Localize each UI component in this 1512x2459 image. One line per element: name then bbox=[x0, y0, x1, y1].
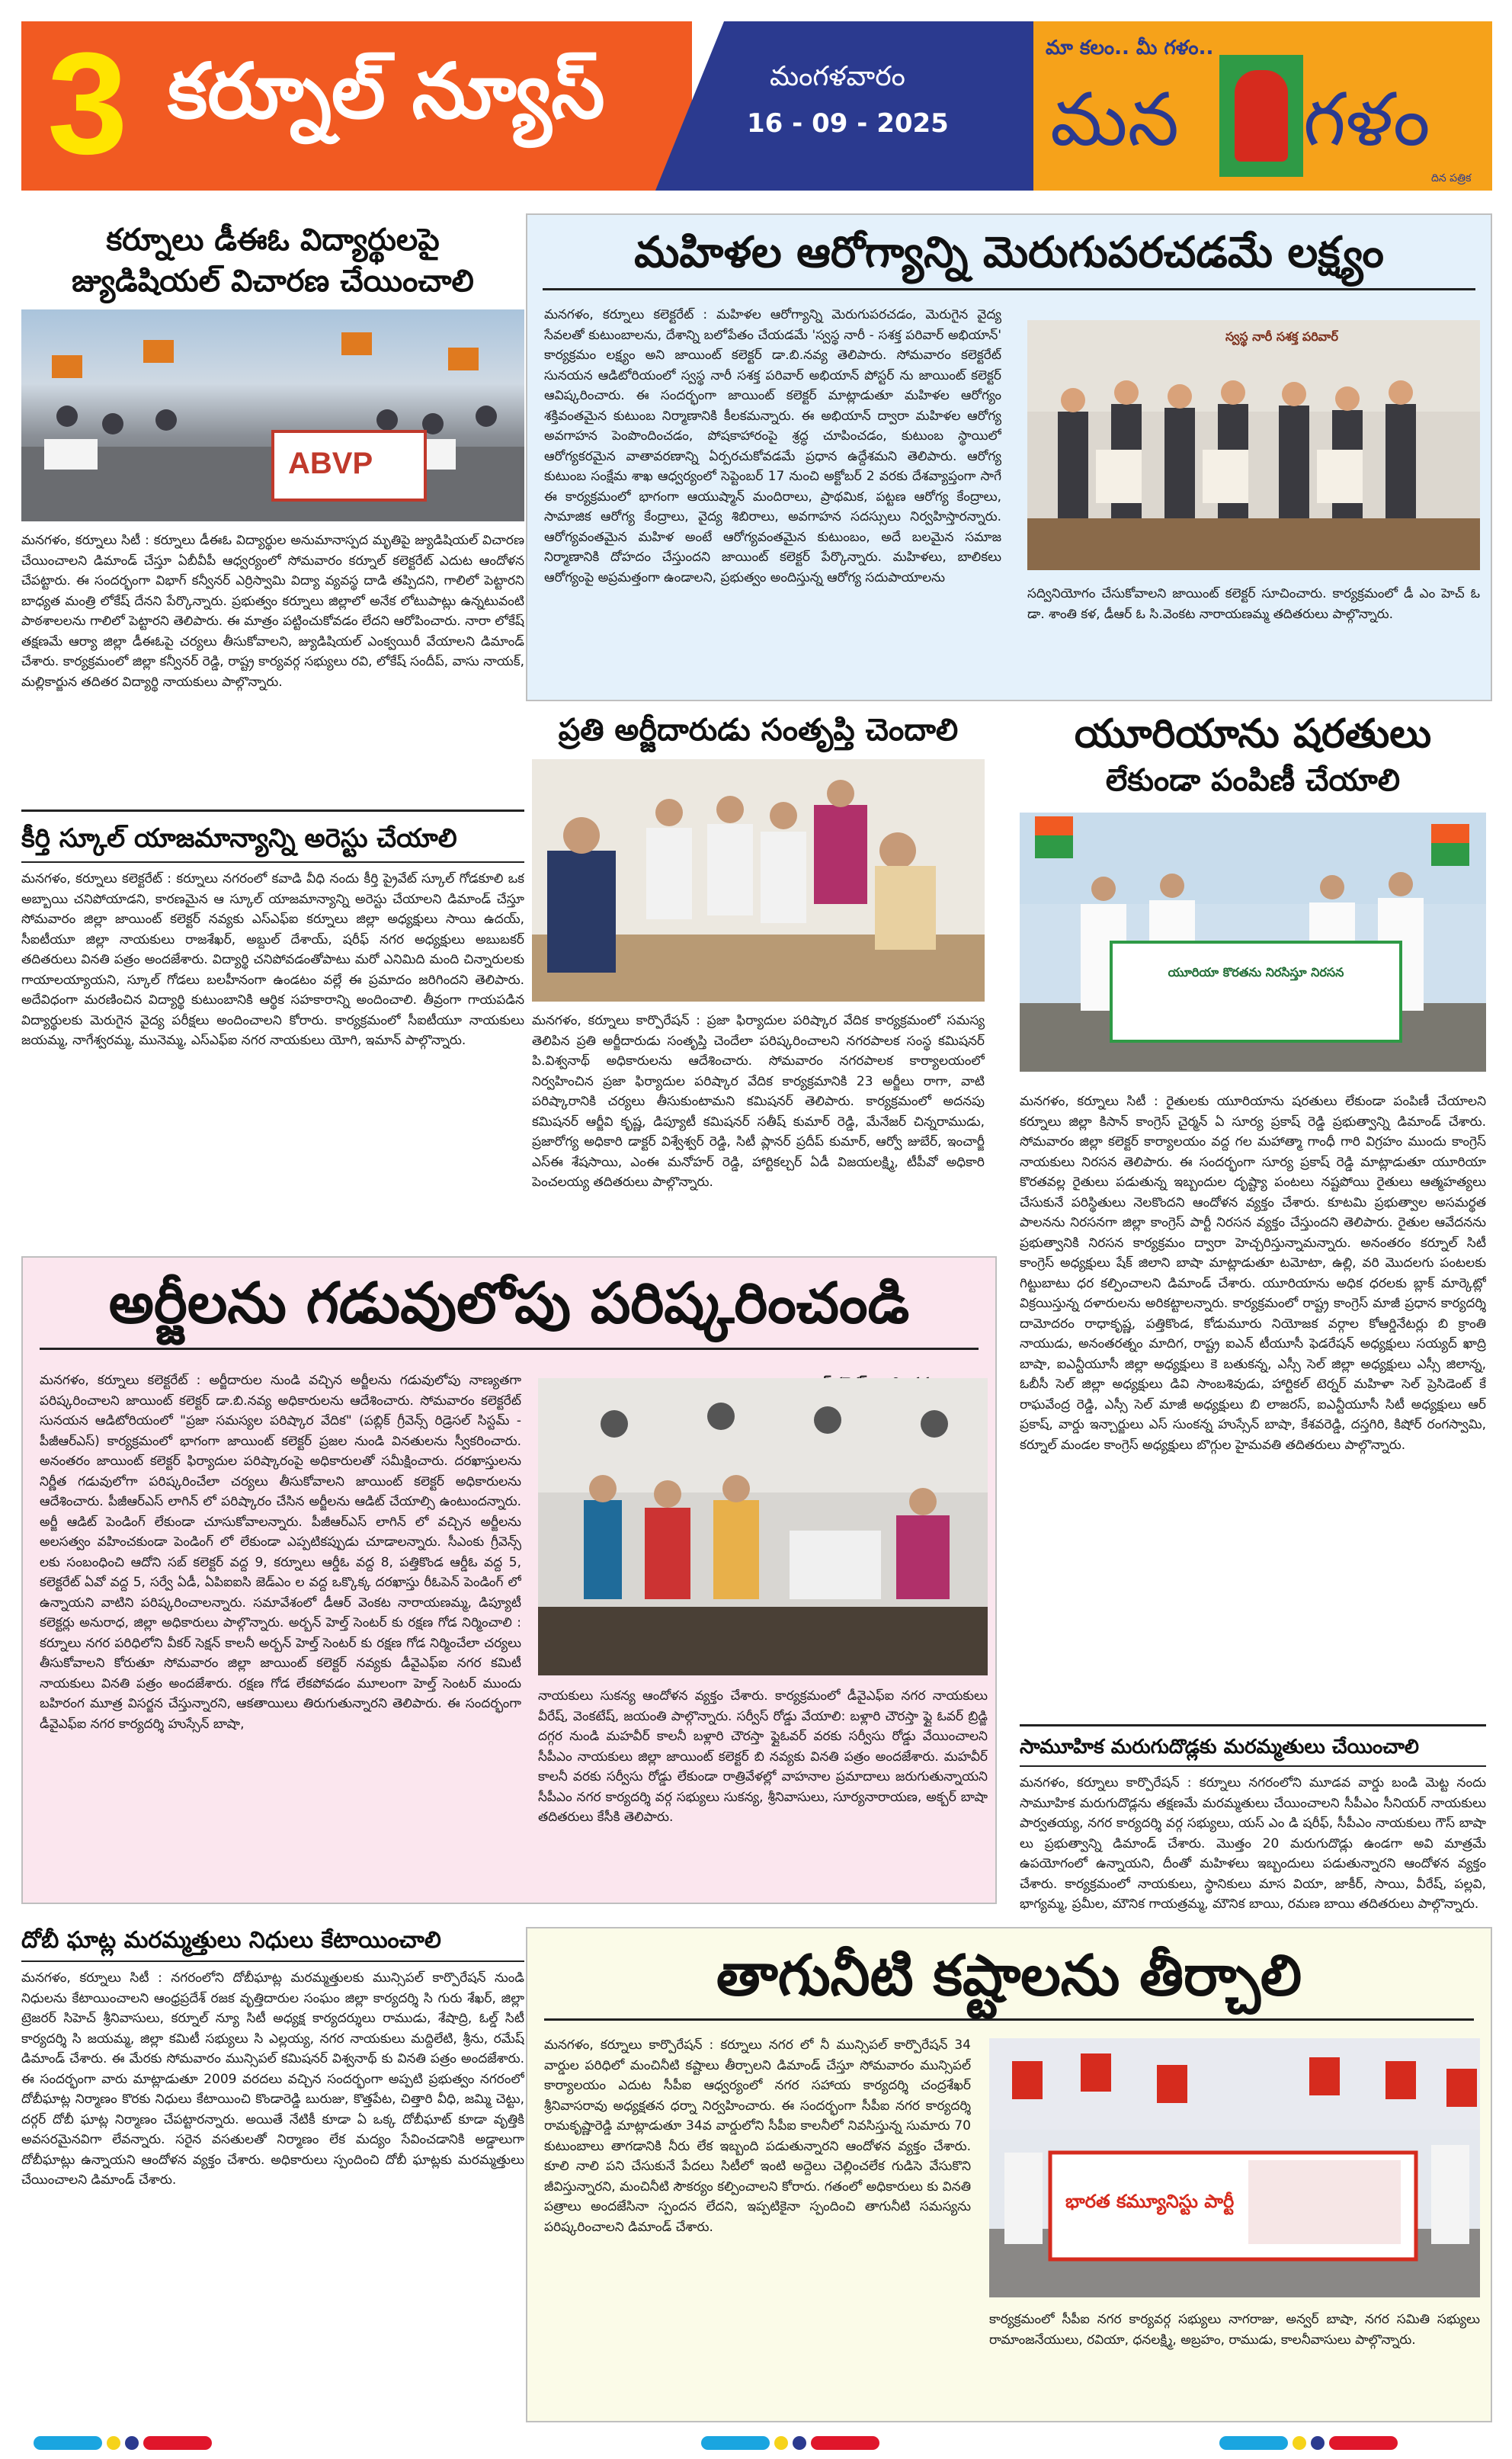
article-petitions bbox=[21, 1256, 997, 1904]
footer-dot bbox=[107, 2436, 120, 2450]
article-title: దోబీ ఘాట్ల మరమ్మత్తులు నిధులు కేటాయించాలి bbox=[21, 1927, 441, 1954]
article-title: ప్రతి అర్జీదారుడు సంతృప్తి చెందాలి bbox=[558, 713, 959, 748]
grievance-photo-art bbox=[532, 759, 985, 1002]
article-title: అర్జీలను గడువులోపు పరిష్కరించండి bbox=[108, 1271, 910, 1336]
article-body: మనగళం, కర్నూలు కార్పొరేషన్ : కర్నూలు నగరంలోని మూడవ వార్డు బండి మెట్ట నందు సామూహిక మరుగుదొడ్లను తక్షణమే మరమ్మతులు చేయించాలని సీపీఎం సీనియర్ నాయకులు పార్వతయ్య, నగర కార్యదర్శి వర్గ సభ్యులు, యస్ ఎం డి షరీఫ్, సీపీఎం నాయకులు గౌస్ బాషా లు ప్రభుత్వాన్ని డిమాండ్ చేశారు. మొత్తం 20 మరుగుదొడ్లు ఉండగా అవి మాత్రమే ఉపయోగంలో ఉన్నాయని, దీంతో మహిళలు ఇబ్బందులు పడుతున్నారని ఆందోళన వ్యక్తం చేశారు. కార్యక్రమంలో నాయకులు, స్థానికులు మాస వియా, జాకీర్, సాయి, వీరేష్, పల్లవి, భాగ్యమ్మ, ప్రమీల, మౌనిక గాయత్రమ్మ, మౌనిక బాయి, రమణ బాయి తదితరులు పాల్గొన్నారు. bbox=[1020, 1775, 1486, 1912]
article-grievance bbox=[526, 709, 991, 1242]
article-body: మనగళం, కర్నూలు సిటీ : నగరంలోని దోబీఘాట్ల మరమ్మత్తులకు మున్సిపల్ కార్పొరేషన్ నుండి నిధులను కేటాయించాలని ఆంధ్రప్రదేశ్ రజక వృత్తిదారుల సంఘం జిల్లా కార్యదర్శి సి గురు శేఖర్, జిల్లా ట్రెజరర్ సిహెచ్ శ్రీనివాసులు, కర్నూల్ న్యూ సిటీ అధ్యక్ష కార్యదర్శులు రాముడు, శేషాద్రి, ఓల్డ్ సిటీ కార్యదర్శి సి జయమ్మ, జిల్లా కమిటీ సభ్యులు సి ఎల్లయ్య, నగర నాయకులు మద్దిలేటి, శ్రీను, రమేష్ డిమాండ్ చేశారు. ఈ మేరకు సోమవారం మున్సిపల్ కమిషనర్ విశ్వనాథ్ కు వినతి పత్రం అందజేశారు. ఈ సందర్భంగా వారు మాట్లాడుతూ 2009 వరదలు వచ్చిన సందర్భంగా అప్పటి ప్రభుత్వం నగరంలో దోబీఘాట్ల నిర్మాణం కొరకు నిధులు కేటాయించి కొండారెడ్డి బురుజు, కొత్తపేట, చిత్తారి వీధి, జమ్మి చెట్టు, దర్గర్ దోబీ ఘాట్ల నిర్మాణం చేపట్టారన్నారు. అయితే నేటికీ కూడా ఏ ఒక్క దోబీఘాట్ కూడా వృత్తికి అవసరమైనవిగా లేవన్నారు. సరైన వసతులతో నిర్మాణం లేక మద్యం సేవించడానికి అడ్డాలుగా దోబీఘాట్లు ఉన్నాయని ఆందోళన వ్యక్తం చేశారు. అధికారులు స్పందించి దోబీ ఘాట్లకు మరమ్మత్తులు చేయించాలని డిమాండ్ చేశారు. bbox=[21, 1970, 524, 2188]
footer-dots-center bbox=[701, 2436, 884, 2450]
article-keerthi bbox=[21, 820, 524, 1232]
article-title: సామూహిక మరుగుదొడ్లకు మరమ్మతులు చేయించాలి bbox=[1020, 1736, 1419, 1758]
article-title: కీర్తి స్కూల్ యాజమాన్యాన్ని అరెస్టు చేయాలి bbox=[21, 823, 457, 854]
article-body: మనగళం, కర్నూలు సిటీ : రైతులకు యూరియాను షరతులు లేకుండా పంపిణీ చేయాలని కర్నూలు జిల్లా కిసాన్ కాంగ్రెస్ చైర్మన్ ఏ సూర్య ప్రకాష్ రెడ్డి ప్రభుత్వాన్ని డిమాండ్ చేశారు. సోమవారం జిల్లా కలెక్టర్ కార్యాలయం వద్ద గల మహాత్మా గాంధీ గారి విగ్రహం ముందు కాంగ్రెస్ నాయకులు నిరసన తెలిపారు. ఈ సందర్భంగా సూర్య ప్రకాష్ రెడ్డి మాట్లాడుతూ యూరియా కొరతవల్ల రైతులు పడుతున్న ఇబ్బందుల దృష్ట్యా పంటలు నష్టపోయి రైతులు ఆత్మహత్యలు చేసుకునే పరిస్థితులు నెలకొందని ఆందోళన వ్యక్తం చేశారు. కూటమి ప్రభుత్వాల అసమర్థత పాలనను నిరసనగా జిల్లా కాంగ్రెస్ పార్టీ నిరసన వ్యక్తం చేస్తుందని తెలిపారు. రైతుల ఆవేదనను ప్రభుత్వానికి నిరసన కార్యక్రమం ద్వారా హెచ్చరిస్తున్నామన్నారు. అనంతరం కర్నూల్ సిటీ కాంగ్రెస్ అధ్యక్షులు షేక్ జిలాని బాషా మాట్లాడుతూ టమోటా, ఉల్లి, వరి మొదలగు పంటలకు గిట్టుబాటు ధర కల్పించాలని డిమాండ్ చేశారు. యూరియాను అధిక ధరలకు బ్లాక్ మార్కెట్లో విక్రయిస్తున్న దళారులను అరికట్టాలన్నారు. కార్యక్రమంలో రాష్ట్ర కాంగ్రెస్ మాజీ ప్రధాన కార్యదర్శి దామోదరం రాధాకృష్ణ, పత్తికొండ, కోడుమూరు నియోజక వర్గాల కోఆర్డినేటర్లు బి క్రాంతి నాయుడు, అనంతరత్నం మాదిగ, రాష్ట్ర ఐఎన్ టీయూసీ ఫెడరేషన్ అధ్యక్షులు సయ్యద్ ఖాద్రి బాషా, ఐఎన్టీయూసీ జిల్లా అధ్యక్షులు కె బతుకన్న, ఎస్సీ సెల్ జిల్లా అధ్యక్షులు ఎస్సీ జిలాన్న, ఓబీసీ సెల్ జిల్లా అధ్యక్షులు డివి సాంబశివుడు, హార్టికల్ టెర్నర్ మహిళా సెల్ ప్రెసిడెంట్ కే రాఘవేంద్ర రెడ్డి, ఎస్సీ సెల్ మాజీ అధ్యక్షులు బి లాజరస్, ఐఎన్టీయూసీ సిటీ అధ్యక్షులు ఆర్ ప్రకాష్, వార్డు ఇన్చార్జులు ఎస్ సుంకన్న హుస్సేన్ బాషా, కేశవరెడ్డి, దస్తగిరి, కిషోర్ రంగస్వామి, కర్నూల్ మండల కాంగ్రెస్ అధ్యక్షులు బొగ్గుల హైమవతి తదితరులు పాల్గొన్నారు. bbox=[1020, 1094, 1486, 1453]
edition-label: దిన పత్రిక bbox=[1431, 172, 1472, 184]
water-banner-text: భారత కమ్యూనిస్టు పార్టీ bbox=[1065, 2191, 1235, 2212]
article-body: మనగళం, కర్నూలు కార్పొరేషన్ : ప్రజా ఫిర్యాదుల పరిష్కార వేదిక కార్యక్రమంలో సమస్య తెలిపిన ప్రతి అర్జీదారుడు సంతృప్తి చెందేలా పరిష్కరించాలని నగరపాలక సంస్థ కమిషనర్ పి.విశ్వనాథ్ అధికారులను ఆదేశించారు. సోమవారం నగరపాలక కార్యాలయంలో నిర్వహించిన ప్రజా ఫిర్యాదుల పరిష్కార వేదిక కార్యక్రమానికి 23 అర్జీలు రాగా, వాటి పరిష్కారానికి చర్యలు తీసుకుంటామని కమిషనర్ తెలిపారు. కార్యక్రమంలో అదనపు కమిషనర్ ఆర్జీవి కృష్ణ, డిప్యూటీ కమిషనర్ సతీష్ కుమార్ రెడ్డి, మేనేజర్ చిన్నరాముడు, ప్రజారోగ్య అధికారి డాక్టర్ విశ్వేశ్వర్ రెడ్డి, సిటీ ప్లానర్ ప్రదీప్ కుమార్, ఆర్వో జుబేర్, ఇంచార్జీ ఎస్ఈ శేషసాయి, ఎంఈ మనోహర్ రెడ్డి, హార్టికల్చర్ ఏడీ విజయలక్ష్మి, టీపీవో అధికారి పెంచలయ్య తదితరులు పాల్గొన్నారు. bbox=[532, 1013, 985, 1190]
divider bbox=[1020, 1724, 1486, 1726]
article-body: మనగళం, కర్నూలు కలెక్టరేట్ : కర్నూలు నగరంలో కవాడి వీధి నందు కీర్తి ప్రైవేట్ స్కూల్ గోడకూలి ఒక అబ్బాయి చనిపోయాడని, కారణమైన ఆ స్కూల్ యాజమాన్యాన్ని అరెస్టు చేయాలని డిమాండ్ చేస్తూ సోమవారం జిల్లా జాయింట్ కలెక్టర్ నవ్యకు ఎస్ఎఫ్ఐ కర్నూలు జిల్లా అధ్యక్షులు సాయి ఉదయ్, సీఐటీయూ జిల్లా నాయకులు రాజశేఖర్, అబ్దుల్ దేశాయ్, షరీఫ్ నగర అధ్యక్షులు అబుబకర్ తదితరులు వినతి పత్రం అందజేశారు. విద్యార్థి చనిపోవడంతోపాటు మరో ఎనిమిది మంది చిన్నారులకు గాయాలయ్యాయని, స్కూల్ గోడలు బలహీనంగా ఉండటం వల్లే ఈ ప్రమాదం జరిగిందని తెలిపారు. అదేవిధంగా మరణించిన విద్యార్థి కుటుంబానికి ఆర్థిక సహకారాన్ని అందించాలి. తీవ్రంగా గాయపడిన విద్యార్థులకు మెరుగైన వైద్య పరీక్షలు అందించాలని కోరారు. కార్యక్రమంలో సీఐటీయూ నాయకులు జయమ్మ, నాగేశ్వరమ్మ, మునెమ్మ, ఎస్ఎఫ్ఐ నగర నాయకులు యోగి, ఇమాన్ పాల్గొన్నారు. bbox=[21, 871, 524, 1048]
urea-protest-photo bbox=[1020, 813, 1486, 1072]
article-title-2: జ్యుడిషియల్ విచారణ చేయించాలి bbox=[72, 264, 474, 299]
footer-dot bbox=[1219, 2436, 1288, 2450]
footer-dot bbox=[143, 2436, 212, 2450]
title-underline bbox=[544, 2018, 1474, 2021]
title-underline bbox=[40, 1348, 979, 1350]
footer-dots-left bbox=[34, 2436, 216, 2450]
article-title: యూరియాను షరతులు bbox=[1074, 711, 1432, 757]
issue-date: 16 - 09 - 2025 bbox=[747, 108, 949, 139]
article-water bbox=[526, 1927, 1492, 2422]
protest-photo bbox=[21, 309, 524, 521]
footer-dot bbox=[793, 2436, 806, 2450]
abvp-banner-text: ABVP bbox=[288, 447, 373, 480]
logo-word-left: మన bbox=[1050, 77, 1179, 162]
masthead-date-panel bbox=[655, 21, 1052, 191]
water-photo-art bbox=[989, 2038, 1480, 2297]
grievance-photo bbox=[532, 759, 985, 1002]
footer-dot bbox=[774, 2436, 788, 2450]
article-body: మనగళం, కర్నూలు సిటీ : కర్నూలు డీఈఓ విద్యార్థుల అనుమానాస్పద మృతిపై జ్యుడిషియల్ విచారణ చేయించాలని డిమాండ్ చేస్తూ ఏబీవీపీ ఆధ్వర్యంలో సోమవారం కర్నూల్ కలెక్టరేట్ ఎదుట ఆందోళన చేపట్టారు. ఈ సందర్భంగా విభాగ్ కన్వీనర్ ఎర్రిస్వామి విద్యా వ్యవస్థ దాడి తప్పిదని, గాలిలో పెట్టారని బాధ్యత మంత్రి లోకేష్ దేనని పేర్కొన్నారు. ప్రభుత్వం కర్నూలు జిల్లాలో అనేక లోటుపాట్లు ఉన్నటువంటి పాఠశాలలను గాలిలో పెట్టారని తెలిపారు. ఈ మాత్రం పట్టించుకోవడం లేదని ఆరోపించారు. నారా లోకేష్ తక్షణమే ఆర్యా జిల్లా డీఈఓపై చర్యలు తీసుకోవాలని, జ్యుడిషియల్ ఎంక్వయిరీ వేయాలని డిమాండ్ చేశారు. కార్యక్రమంలో జిల్లా కన్వీనర్ రెడ్డి, రాష్ట్ర కార్యవర్గ సభ్యులు రవి, లోకేష్ సందీప్, వాసు నాయక్, మల్లికార్జున తదితర విద్యార్థి నాయకులు పాల్గొన్నారు. bbox=[21, 533, 524, 690]
meeting-photo-art bbox=[1027, 320, 1480, 570]
article-body: మనగళం, కర్నూలు కార్పొరేషన్ : కర్నూలు నగర లో నీ మున్సిపల్ కార్పొరేషన్ 34 వార్డుల పరిధిలో మంచినీటి కష్టాలు తీర్చాలని డిమాండ్ చేస్తూ సోమవారం మున్సిపల్ కార్యాలయం ఎదుట సీపీఐ ఆధ్వర్యంలో నగర సహాయ కార్యదర్శి చంద్రశేఖర్ శ్రీనివాసరావు అధ్యక్షతన ధర్నా నిర్వహించారు. ఈ సందర్భంగా సీపీఐ నగర కార్యదర్శి రామకృష్ణారెడ్డి మాట్లాడుతూ 34వ వార్డులోని సీపీఐ కాలనీలో నివసిస్తున్న సుమారు 70 కుటుంబాలు తాగడానికి నీరు లేక ఇబ్బంది పడుతున్నారని ఆందోళన వ్యక్తం చేశారు. కూలి నాలి పని చేసుకునే పేదలు సిటీలో ఇంటి అద్దెలు చెల్లించలేక గుడిసె వేసుకొని జీవిస్తున్నారని, మంచినీటి సౌకర్యం కల్పించాలని కోరారు. గతంలో అధికారులు కు వినతి పత్రాలు అందజేసినా స్పందన లేదని, ఇప్పటికైనా స్పందించి తాగునీటి సమస్యను పరిష్కరించాలని డిమాండ్ చేశారు. bbox=[544, 2037, 971, 2235]
divider bbox=[21, 810, 524, 812]
article-title: మహిళల ఆరోగ్యాన్ని మెరుగుపరచడమే లక్ష్యం bbox=[634, 228, 1384, 277]
footer-dot bbox=[811, 2436, 879, 2450]
article-continuation: సద్వినియోగం చేసుకోవాలని జాయింట్ కలెక్టర్ సూచించారు. కార్యక్రమంలో డీ ఎం హెచ్ ఓ డా. శాంతి కళ, డీఆర్ ఓ సి.వెంకట నారాయణమ్మ తదితరులు పాల్గొన్నారు. bbox=[1027, 586, 1480, 622]
article-women-health bbox=[526, 213, 1492, 701]
footer-dot bbox=[1329, 2436, 1398, 2450]
title-underline bbox=[543, 288, 1475, 290]
footer-dot bbox=[1293, 2436, 1306, 2450]
fist-logo-inner bbox=[1235, 70, 1288, 162]
footer-dot bbox=[701, 2436, 770, 2450]
title-underline bbox=[21, 861, 524, 863]
article-deo bbox=[21, 220, 524, 814]
logo-word-right: గళం bbox=[1303, 77, 1430, 162]
title-underline bbox=[1020, 1765, 1486, 1767]
petitions-caption: నాయకులు సుకన్య ఆందోళన వ్యక్తం చేశారు. కార్యక్రమంలో డీవైఎఫ్ఐ నగర నాయకులు వీరేష్, వెంకటేష్, జయంతి పాల్గొన్నారు. సర్వీస్ రోడ్డు వేయాలి: బళ్లారి చౌరస్తా ఫ్లై ఓవర్ బ్రిడ్జి దగ్గర నుండి మహవీర్ కాలనీ బళ్లారి చౌరస్తా ఫ్లైఓవర్ వరకు సర్వీసు రోడ్డు వేయించాలని సీపీఎం నాయకులు జిల్లా జాయింట్ కలెక్టర్ బి నవ్యకు వినతి పత్రం అందజేశారు. మహవీర్ కాలనీ వరకు సర్వీసు రోడ్డు లేకుండా రాత్రివేళల్లో వాహనాల ప్రమాదాలు జరుగుతున్నాయని సీపీఎం నగర కార్యదర్శి వర్గ సభ్యులు సుకన్య, శ్రీనివాసులు, సూర్యనారాయణ, అక్బర్ బాషా తదితరులు కేసీకి తెలిపారు. bbox=[538, 1688, 988, 1825]
article-title-2: లేకుండా పంపిణీ చేయాలి bbox=[1105, 763, 1401, 798]
meeting-photo bbox=[1027, 320, 1480, 570]
page-number: 3 bbox=[47, 23, 128, 184]
urea-photo-art bbox=[1020, 813, 1486, 1072]
footer-dot bbox=[125, 2436, 139, 2450]
article-body: మనగళం, కర్నూలు కలెక్టరేట్ : అర్జీదారుల నుండి వచ్చిన అర్జీలను గడువులోపు నాణ్యతగా పరిష్కరించాలని జాయింట్ కలెక్టర్ డా.బి.నవ్య అధికారులను ఆదేశించారు. సోమవారం కలెక్టరేట్ సునయన ఆడిటోరియంలో "ప్రజా సమస్యల పరిష్కార వేదిక" (పబ్లిక్ గ్రీవెన్స్ రిడ్రెసల్ సిస్టమ్ - పీజీఆర్ఎస్) కార్యక్రమంలో భాగంగా జాయింట్ కలెక్టర్ ప్రజల నుండి వినతులను స్వీకరించారు. అనంతరం జాయింట్ కలెక్టర్ ఫిర్యాదుల పరిష్కారంపై అధికారులతో సమీక్షించారు. దరఖాస్తులను నిర్ణీత గడువులోగా పరిష్కరించేలా చర్యలు తీసుకోవాలని జాయింట్ కలెక్టర్ అధికారులను ఆదేశించారు. పీజీఆర్ఎస్ లాగిన్ లో పరిష్కారం చేసిన అర్జీలను ఆడిట్ చేయాల్సి ఉంటుందన్నారు. అర్జీ ఆడిట్ పెండింగ్ లేకుండా చూసుకోవాలన్నారు. పీజీఆర్ఎస్ లాగిన్ లో వచ్చిన అర్జీలను అలసత్వం వహించకుండా పెండింగ్ లో లేకుండా ఎప్పటికప్పుడు చూడాలన్నారు. సీఎంకు గ్రీవెన్స్ లకు సంబంధించి ఆదోని సబ్ కలెక్టర్ వద్ద 9, కర్నూలు ఆర్డీఓ వద్ద 8, పత్తికొండ ఆర్డీఓ వద్ద 5, కలెక్టరేట్ ఏవో వద్ద 5, సర్వే ఏడీ, ఏపిఐఐసి జెడ్ఎం ల వద్ద ఒక్కొక్క దరఖాస్తు రీఓపెన్ పెండింగ్ లో ఉన్నాయని వాటిని పరిష్కరించాలన్నారు. సమావేశంలో డీఆర్ వెంకట నారాయణమ్మ, డిప్యూటీ కలెక్టర్లు అనురాధ, జిల్లా అధికారులు పాల్గొన్నారు. అర్బన్ హెల్త్ సెంటర్ కు రక్షణ గోడ నిర్మించాలి : కర్నూలు నగర పరిధిలోని వీకర్ సెక్షన్ కాలనీ అర్బన్ హెల్త్ సెంటర్ కు రక్షణ గోడ నిర్మించేలా చర్యలు తీసుకోవాలని కోరుతూ సోమవారం జిల్లా జాయింట్ కలెక్టర్ నవ్యకు డీవైఎఫ్ఐ నగర కమిటీ నాయకులు వినతి పత్రం అందజేశారు. రక్షణ గోడ లేకపోవడం మూలంగా హెల్త్ సెంటర్ ముందు బహిరంగ మూత్ర విసర్జన చేస్తున్నారని, ఆకతాయిలు తిరుగుతున్నారని తెలిపారు. ఈ సందర్భంగా డీవైఎఫ్ఐ నగర కార్యదర్శి హుస్సేన్ బాషా, bbox=[40, 1373, 521, 1732]
water-protest-photo bbox=[989, 2038, 1480, 2297]
article-body: మనగళం, కర్నూలు కలెక్టరేట్ : మహిళల ఆరోగ్యాన్ని మెరుగుపరచడం, మెరుగైన వైద్య సేవలతో కుటుంబాలను, దేశాన్ని బలోపేతం చేయడమే 'స్వస్థ నారీ - సశక్త పరివార్ అభియాన్' కార్యక్రమం లక్ష్యం అని జాయింట్ కలెక్టర్ డా.బి.నవ్య తెలిపారు. సోమవారం కలెక్టరేట్ సునయన ఆడిటోరియంలో స్వస్థ నారీ సశక్త పరివార్ అభియాన్ పోస్టర్ ను జాయింట్ కలెక్టర్ ఆవిష్కరించారు. ఈ సందర్భంగా జాయింట్ కలెక్టర్ మాట్లాడుతూ మహిళల ఆరోగ్యం శక్తివంతమైన కుటుంబ నిర్మాణానికి కీలకమన్నారు. ఈ అభియాన్ ద్వారా మహిళల ఆరోగ్య అవగాహన పెంపొందించడం, పోషకాహారంపై శ్రద్ధ చూపించడం, కుటుంబ స్థాయిలో ఆరోగ్యకరమైన వాతావరణాన్ని ఏర్పరచుకోవడమే ప్రధాన ఉద్దేశమని తెలిపారు. ఆరోగ్య కుటుంబ సంక్షేమ శాఖ ఆధ్వర్యంలో సెప్టెంబర్ 17 నుంచి అక్టోబర్ 2 వరకు దేశవ్యాప్తంగా సాగే ఈ కార్యక్రమంలో భాగంగా ఆయుష్మాన్ మందిరాలు, ప్రాథమిక, పట్టణ ఆరోగ్య కేంద్రాలు, సామాజిక ఆరోగ్య కేంద్రాలు, వైద్య శిబిరాలు, అవగాహన సదస్సులు నిర్వహిస్తారన్నారు. ఆరోగ్యవంతమైన మహిళ అంటే ఆరోగ్యవంతమైన కుటుంబం, అదే బలమైన సమాజ నిర్మాణానికి దోహదం చేస్తుందని జాయింట్ కలెక్టర్ పేర్కొన్నారు. మహిళలు, బాలికలు ఆరోగ్యంపై అప్రమత్తంగా ఉండాలని, ప్రభుత్వం అందిస్తున్న ఆరోగ్య సదుపాయాలను bbox=[544, 307, 1001, 585]
title-underline bbox=[21, 1960, 524, 1962]
protest-photo-art bbox=[21, 309, 524, 521]
footer-dot bbox=[1311, 2436, 1325, 2450]
women-banner-text: స్వస్థ నారీ సశక్త పరివార్ bbox=[1225, 329, 1338, 344]
article-title: తాగునీటి కష్టాలను తీర్చాలి bbox=[716, 1943, 1302, 2009]
section-title: కర్నూల్ న్యూస్ bbox=[168, 46, 605, 136]
issue-day: మంగళవారం bbox=[770, 61, 905, 92]
footer-dot bbox=[34, 2436, 102, 2450]
petitions-photo-art bbox=[538, 1378, 988, 1675]
article-title: కర్నూలు డీఈఓ విద్యార్థులపై bbox=[106, 223, 440, 258]
logo-tagline: మా కలం.. మీ గళం.. bbox=[1046, 37, 1214, 59]
footer-dots-right bbox=[1219, 2436, 1402, 2450]
water-caption: కార్యక్రమంలో సీపీఐ నగర కార్యవర్గ సభ్యులు నాగరాజు, అన్వర్ బాషా, నగర సమితి సభ్యులు రామాంజనేయులు, రవియా, ధనలక్ష్మి, అబ్రహం, రాముడు, కాలనీవాసులు పాల్గొన్నారు. bbox=[989, 2312, 1480, 2348]
urea-banner-text: యూరియా కొరతను నిరసిస్తూ నిరసన bbox=[1168, 965, 1344, 979]
article-dhobi bbox=[21, 1924, 524, 2427]
petitions-photo bbox=[538, 1378, 988, 1675]
